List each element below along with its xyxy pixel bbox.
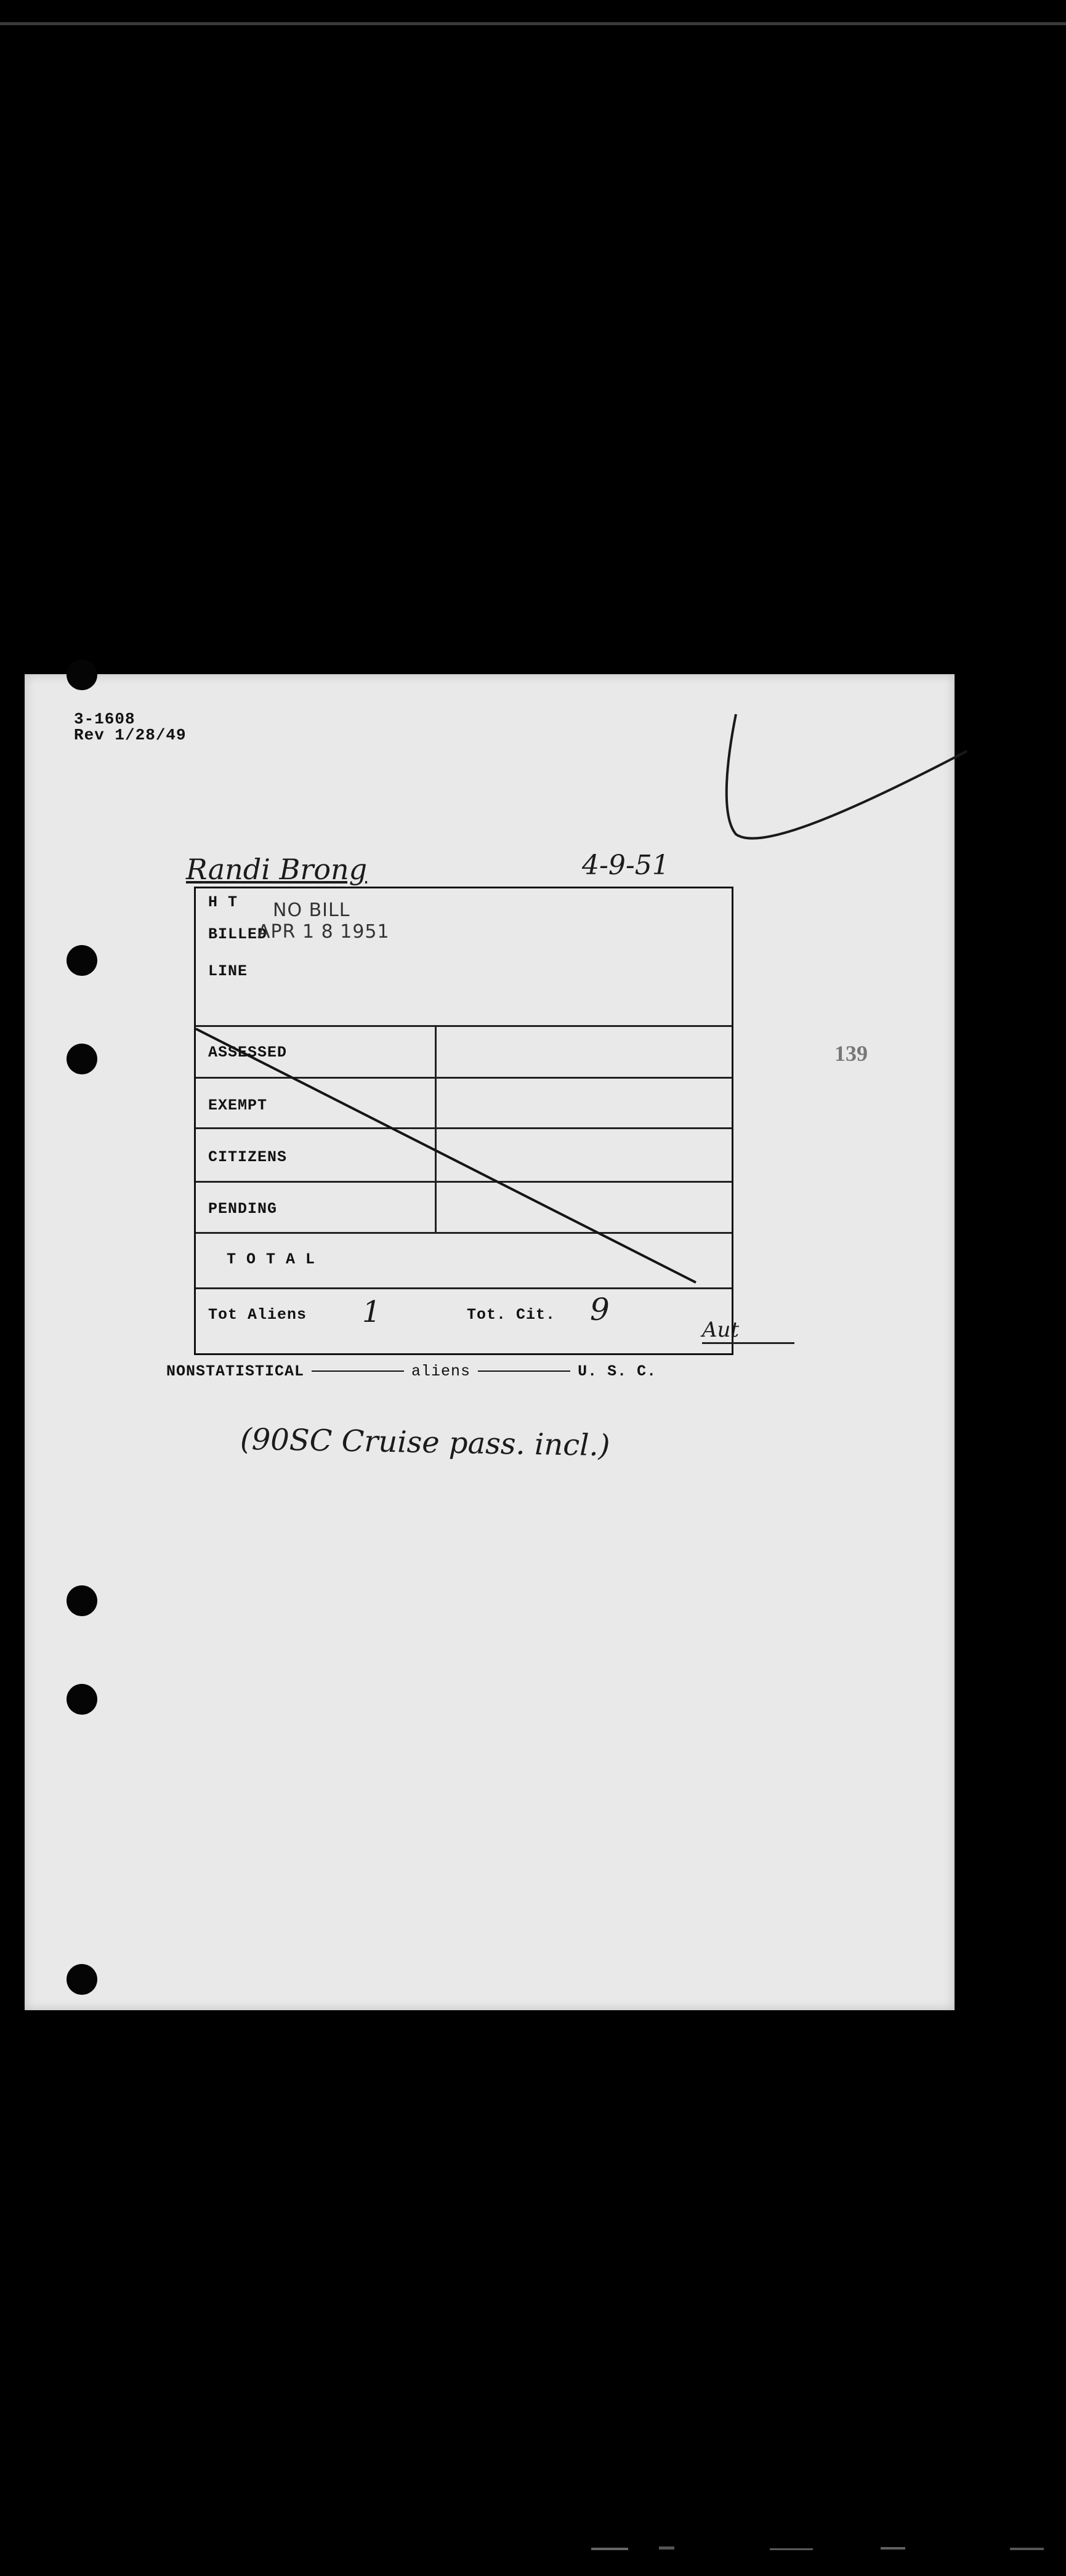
binder-hole	[67, 1684, 97, 1715]
strike-through-line	[196, 888, 732, 1353]
citizens-count: 9	[590, 1292, 610, 1327]
tot-cit-label: Tot. Cit.	[467, 1306, 556, 1324]
stamp-date: APR 1 8 1951	[257, 921, 390, 943]
aliens-label: aliens	[411, 1362, 471, 1380]
page-number: 139	[834, 1041, 868, 1066]
binder-hole	[67, 1585, 97, 1616]
binder-hole	[67, 1964, 97, 1995]
billed-label: BILLED	[208, 925, 268, 943]
check-mark-icon	[708, 711, 979, 871]
handwritten-name: Randi Brong	[186, 853, 368, 886]
line-label: LINE	[208, 962, 248, 980]
ht-label: H T	[208, 893, 238, 911]
handwritten-date: 4-9-51	[582, 850, 669, 881]
blank-line	[478, 1371, 570, 1372]
citizens-label: CITIZENS	[208, 1148, 288, 1166]
nonstatistical-line	[166, 1362, 656, 1380]
handwritten-initials: Aut	[702, 1318, 794, 1344]
form-number: 3-1608	[74, 710, 135, 728]
nonstatistical-label: NONSTATISTICAL	[166, 1362, 305, 1380]
binder-hole	[67, 1044, 97, 1074]
handwritten-note: (90SC Cruise pass. incl.)	[240, 1422, 610, 1463]
form-code	[74, 711, 187, 743]
tot-aliens-label: Tot Aliens	[208, 1306, 307, 1324]
aliens-count: 1	[362, 1295, 381, 1329]
usc-label: U. S. C.	[578, 1362, 657, 1380]
form-revision: Rev 1/28/49	[74, 726, 187, 744]
total-label: T O T A L	[227, 1250, 316, 1268]
scan-artifacts	[585, 2543, 1065, 2555]
document-page	[25, 674, 955, 2010]
binder-hole	[67, 945, 97, 976]
scan-top-strip	[0, 22, 1066, 25]
exempt-label: EXEMPT	[208, 1097, 268, 1114]
pending-label: PENDING	[208, 1200, 278, 1218]
blank-line	[312, 1371, 404, 1372]
stamp-no-bill: NO BILL	[273, 900, 350, 921]
binder-hole	[67, 659, 97, 690]
statistics-form-box	[194, 887, 733, 1355]
assessed-label: ASSESSED	[208, 1044, 288, 1061]
